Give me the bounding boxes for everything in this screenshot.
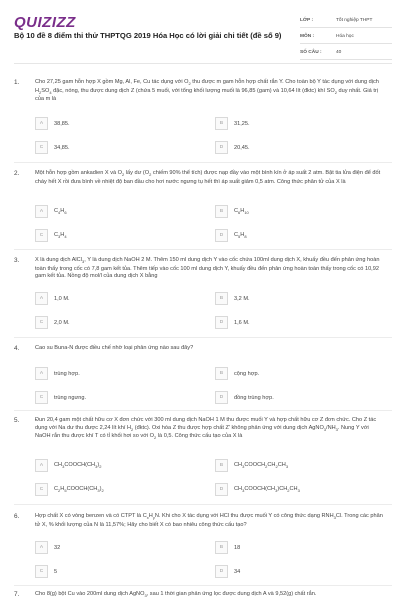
option-letter-box[interactable]: B <box>215 205 228 218</box>
option-letter-box[interactable]: D <box>215 391 228 404</box>
question-divider <box>14 410 392 411</box>
option-text: $C_2H_5COOCH(CH_3)_2$ <box>54 485 104 494</box>
question-divider <box>14 249 392 250</box>
option-letter-box[interactable]: D <box>215 141 228 154</box>
option-letter-box[interactable]: B <box>215 367 228 380</box>
answer-option-b[interactable] <box>215 459 288 472</box>
option-letter-box[interactable]: D <box>215 483 228 496</box>
option-letter-box[interactable]: A <box>35 541 48 554</box>
option-text: 32 <box>54 544 61 551</box>
answer-option-d[interactable] <box>215 391 274 404</box>
option-letter-box[interactable]: B <box>215 459 228 472</box>
question-number: 6. <box>14 513 20 520</box>
option-text: 5 <box>54 568 58 575</box>
option-letter-box[interactable]: C <box>35 483 48 496</box>
option-letter-box[interactable]: D <box>215 316 228 329</box>
answer-option-a[interactable] <box>35 117 70 130</box>
option-text: cộng hợp. <box>234 370 260 377</box>
option-text: 38,85. <box>54 120 70 127</box>
option-letter-box[interactable]: D <box>215 229 228 242</box>
answer-option-b[interactable] <box>215 205 249 218</box>
question-text: Cho 27,25 gam hỗn hợp X gồm Mg, Al, Fe, Cu tác dụng với $O_2$ thu được m gam hỗn hợp chất rắn Y. Cho toàn bộ Y tác dụng với dung dịch $H_2SO_4$ đặc, nóng, thu được dung dịch Z (chứa 5 muối, với tổng khối lượng muối là 96,85 (gam) và 10,64 lít (đktc) khí $SO_2$ duy nhất. Giá trị của m là <box>35 79 379 103</box>
answer-option-b[interactable] <box>215 117 250 130</box>
meta-label: MÔN : <box>300 34 315 39</box>
option-letter-box[interactable]: A <box>35 205 48 218</box>
option-letter-box[interactable]: C <box>35 141 48 154</box>
option-letter-box[interactable]: C <box>35 229 48 242</box>
option-letter-box[interactable]: B <box>215 541 228 554</box>
answer-option-b[interactable] <box>215 292 250 305</box>
answer-option-d[interactable] <box>215 483 300 496</box>
answer-option-b[interactable] <box>215 541 240 554</box>
meta-label: SỐ CÂU : <box>300 50 322 55</box>
option-text: trùng ngưng. <box>54 394 87 401</box>
option-letter-box[interactable]: A <box>35 292 48 305</box>
answer-option-a[interactable] <box>35 367 80 380</box>
option-text: 1,0 M. <box>54 295 70 302</box>
option-text: $CH_3COOCH_2CH_2CH_3$ <box>234 461 289 470</box>
option-text: $C_5H_8$ <box>234 231 247 240</box>
meta-value: Tốt nghiệp THPT <box>336 18 373 23</box>
answer-option-a[interactable] <box>35 541 60 554</box>
answer-option-c[interactable] <box>35 391 86 404</box>
option-text: $C_4H_6$ <box>54 207 67 216</box>
meta-row-class <box>300 14 392 28</box>
answer-option-c[interactable] <box>35 316 70 329</box>
quizizz-logo: QUIZIZZ <box>14 14 76 31</box>
meta-row-count <box>300 46 392 60</box>
meta-row-subject <box>300 30 392 44</box>
option-text: 3,2 M. <box>234 295 250 302</box>
answer-option-c[interactable] <box>35 229 67 242</box>
option-text: $CH_3COOCH(CH_3)_2$ <box>54 461 102 470</box>
option-letter-box[interactable]: A <box>35 459 48 472</box>
option-letter-box[interactable]: C <box>35 565 48 578</box>
question-number: 1. <box>14 79 20 86</box>
answer-option-d[interactable] <box>215 141 250 154</box>
question-divider <box>14 504 392 505</box>
meta-label: LỚP : <box>300 18 314 23</box>
question-text: Đun 20,4 gam một chất hữu cơ X đơn chức với 300 ml dung dịch NaOH 1 M thu được muối Y và hợp chất hữu cơ Z đơn chức. Cho Z tác dụng với Na dư thu được 2,24 lít khí $H_2$ (đktc). Oxi hóa Z thu được hợp chất Z' không phản ứng với dung dịch $AgNO_3/NH_3$. Nung Y với NaOH rắn thu được khí T có tỉ khối hơi so với $O_2$ là 0,5. Công thức cấu tạo của X là <box>35 417 377 441</box>
option-text: 1,6 M. <box>234 319 250 326</box>
option-text: $C_3H_4$ <box>54 231 67 240</box>
question-divider <box>14 585 392 586</box>
option-text: 31,25. <box>234 120 250 127</box>
option-text: 20,45. <box>234 144 250 151</box>
option-text: 34,85. <box>54 144 70 151</box>
question-text: Hợp chất X có vòng benzen và có CTPT là $C_xH_yN$. Khi cho X tác dụng với HCl thu được muối Y có công thức dạng $RNH_3Cl$. Trong các phân tử X, % khối lượng của N là 11,57%; Hãy cho biết X có bao nhiêu công thức cấu tạo? <box>35 513 383 528</box>
option-letter-box[interactable]: B <box>215 117 228 130</box>
option-text: đồng trùng hợp. <box>234 394 274 401</box>
meta-value: Hóa học <box>336 34 354 39</box>
option-letter-box[interactable]: C <box>35 391 48 404</box>
header-divider <box>14 63 392 64</box>
question-text: Một hỗn hợp gồm ankadien X và $O_2$ lấy dư ($O_2$ chiếm 90% thể tích) được nạp đầy vào một bình kín ở áp suất 2 atm. Bật tia lửa điện để đốt cháy hết X rồi đưa bình về nhiệt độ ban đầu cho hơi nước ngưng tụ hết thì áp suất giảm 0,5 atm. Công thức phân tử của X là <box>35 170 381 185</box>
question-number: 7. <box>14 591 20 598</box>
question-text: Cao su Buna-N được điều chế nhờ loại phản ứng nào sau đây? <box>35 345 194 351</box>
answer-option-c[interactable] <box>35 141 70 154</box>
answer-option-c[interactable] <box>35 565 57 578</box>
answer-option-a[interactable] <box>35 292 70 305</box>
answer-option-a[interactable] <box>35 459 101 472</box>
answer-option-c[interactable] <box>35 483 104 496</box>
option-letter-box[interactable]: A <box>35 117 48 130</box>
document-title: Bộ 10 đề 8 điểm thi thử THPTQG 2019 Hóa Học có lời giải chi tiết (đề số 9) <box>14 31 282 40</box>
option-text: $C_6H_{10}$ <box>234 207 249 216</box>
answer-option-d[interactable] <box>215 316 250 329</box>
option-letter-box[interactable]: A <box>35 367 48 380</box>
question-text: X là dung dịch AlCl$_3$, Y là dung dịch NaOH 2 M. Thêm 150 ml dung dịch Y vào cốc chứa 100ml dung dịch X, khuấy đều đến phản ứng hoàn toàn thấy trong cốc có 7,8 gam kết tủa. Thêm tiếp vào cốc 100 ml dung dịch Y, khuấy đều đến phản ứng hoàn toàn thấy trong cốc có 10,92 gam kết tủa. Nồng độ mol/l của dung dịch X bằng <box>35 257 380 280</box>
answer-option-a[interactable] <box>35 205 67 218</box>
meta-panel <box>300 14 392 60</box>
answer-option-d[interactable] <box>215 229 247 242</box>
answer-option-b[interactable] <box>215 367 259 380</box>
option-text: 34 <box>234 568 241 575</box>
option-letter-box[interactable]: B <box>215 292 228 305</box>
option-letter-box[interactable]: C <box>35 316 48 329</box>
question-divider <box>14 162 392 163</box>
option-text: $CH_3COOCH(CH_3)CH_2CH_3$ <box>234 485 300 494</box>
option-letter-box[interactable]: D <box>215 565 228 578</box>
question-number: 3. <box>14 257 20 264</box>
answer-option-d[interactable] <box>215 565 240 578</box>
option-text: trùng hợp. <box>54 370 80 377</box>
option-text: 18 <box>234 544 241 551</box>
option-text: 2,0 M. <box>54 319 70 326</box>
question-number: 4. <box>14 345 20 352</box>
question-number: 2. <box>14 170 20 177</box>
question-text: Cho 8(g) bột Cu vào 200ml dung dịch AgNO$_3$, sau 1 thời gian phản ứng lọc được dung dịch A và 9,52(g) chất rắn. <box>35 591 317 599</box>
question-divider <box>14 337 392 338</box>
meta-value: 40 <box>336 50 342 55</box>
question-number: 5. <box>14 417 20 424</box>
